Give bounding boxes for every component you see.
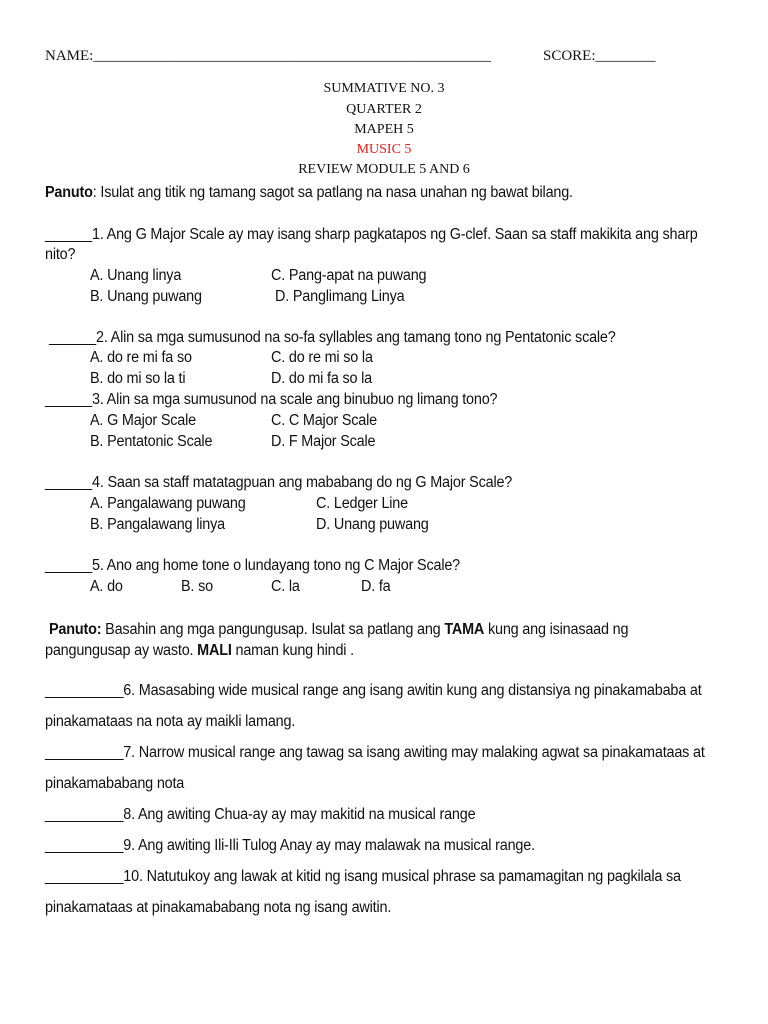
item-10: __________10. Natutukoy ang lawak at kitid ng isang musical phrase sa pamamagitan ng pagkilala sa [45, 868, 681, 885]
question-2: ______2. Alin sa mga sumusunod na so-fa syllables ang tamang tono ng Pentatonic scale? [49, 329, 616, 346]
section2-instruction [49, 621, 628, 639]
question-4: ______4. Saan sa staff matatagpuan ang mababang do ng G Major Scale? [45, 474, 513, 491]
question-5: ______5. Ano ang home tone o lundayang tono ng C Major Scale? [45, 557, 461, 574]
q3-choice-d: D. F Major Scale [271, 433, 376, 450]
q3-choice-b: B. Pentatonic Scale [90, 433, 213, 450]
q2-choice-b: B. do mi so la ti [90, 370, 186, 387]
q3-choice-c: C. C Major Scale [271, 412, 377, 429]
section2-instruction-text-4: naman kung hindi . [231, 642, 354, 659]
section2-instruction-text-2: kung ang isinasaad ng [484, 621, 629, 638]
item-6: __________6. Masasabing wide musical range ang isang awitin kung ang distansiya ng pinakamababa at [45, 682, 702, 699]
question-3: ______3. Alin sa mga sumusunod na scale ang binubuo ng limang tono? [45, 391, 498, 408]
score-field-label: SCORE:________ [543, 48, 656, 64]
q2-choice-d: D. do mi fa so la [271, 370, 372, 387]
item-7: __________7. Narrow musical range ang tawag sa isang awiting may malaking agwat sa pinakamataas at [45, 744, 705, 761]
music-title: MUSIC 5 [356, 142, 412, 157]
q4-choice-a: A. Pangalawang puwang [90, 495, 246, 512]
q1-choice-b: B. Unang puwang [90, 288, 202, 305]
q4-choice-c: C. Ledger Line [316, 495, 408, 512]
item-8: __________8. Ang awiting Chua-ay ay may makitid na musical range [45, 806, 476, 823]
quarter-title: QUARTER 2 [346, 102, 422, 117]
mali-keyword: MALI [197, 642, 232, 659]
review-title: REVIEW MODULE 5 AND 6 [298, 162, 470, 177]
q5-choice-d: D. fa [361, 578, 391, 595]
name-field-label: NAME:_____________________________________________________ [45, 48, 491, 64]
q1-choice-a: A. Unang linya [90, 267, 182, 284]
section1-instruction-text: : Isulat ang titik ng tamang sagot sa patlang na nasa unahan ng bawat bilang. [92, 184, 573, 201]
q5-choice-c: C. la [271, 578, 300, 595]
section1-instruction [45, 184, 573, 202]
item-10-continuation: pinakamataas at pinakamababang nota ng isang awitin. [45, 899, 392, 916]
question-1: ______1. Ang G Major Scale ay may isang sharp pagkatapos ng G-clef. Saan sa staff makikita ang sharp [45, 226, 698, 243]
section2-instruction-text: Basahin ang mga pangungusap. Isulat sa patlang ang [101, 621, 445, 638]
tama-keyword: TAMA [444, 621, 485, 638]
q5-choice-b: B. so [181, 578, 213, 595]
q2-choice-c: C. do re mi so la [271, 349, 373, 366]
section2-instruction-line2 [45, 642, 354, 660]
item-7-continuation: pinakamababang nota [45, 775, 185, 792]
section2-instruction-text-3: pangungusap ay wasto. [45, 642, 198, 659]
item-6-continuation: pinakamataas na nota ay maikli lamang. [45, 713, 296, 730]
subject-title: MAPEH 5 [354, 122, 414, 137]
item-9: __________9. Ang awiting Ili-Ili Tulog Anay ay may malawak na musical range. [45, 837, 535, 854]
q4-choice-b: B. Pangalawang linya [90, 516, 225, 533]
panuto-label: Panuto [45, 184, 93, 201]
q4-choice-d: D. Unang puwang [316, 516, 429, 533]
q3-choice-a: A. G Major Scale [90, 412, 196, 429]
summative-title: SUMMATIVE NO. 3 [323, 81, 445, 96]
q5-choice-a: A. do [90, 578, 123, 595]
q2-choice-a: A. do re mi fa so [90, 349, 192, 366]
question-1-continuation: nito? [45, 246, 76, 263]
q1-choice-c: C. Pang-apat na puwang [271, 267, 427, 284]
panuto-label-2: Panuto: [49, 621, 102, 638]
q1-choice-d: D. Panglimang Linya [275, 288, 405, 305]
